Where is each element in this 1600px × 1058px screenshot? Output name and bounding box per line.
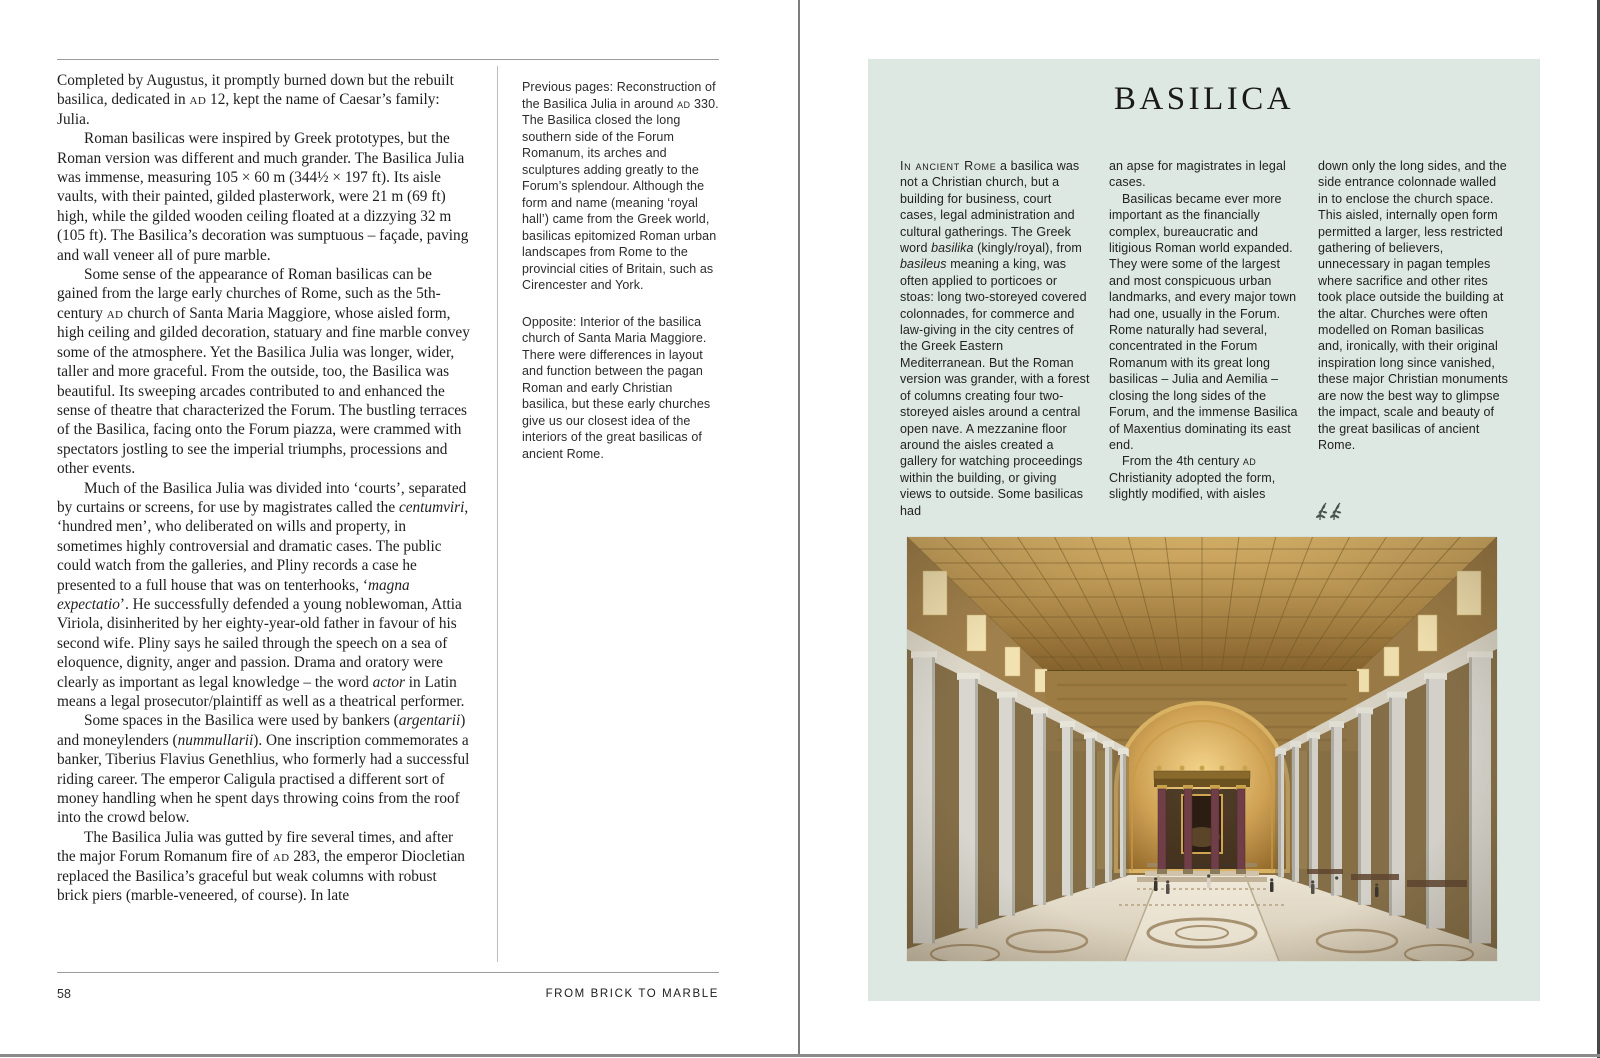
caption-divider-rule [497, 66, 498, 962]
text-column-2 [1109, 158, 1299, 519]
chapter-title: BASILICA [1113, 81, 1295, 117]
basilica-interior-photo [907, 537, 1497, 961]
paragraph: In ancient Rome a basilica was not a Christian church, but a building for business, court cases, legal administration and cultural gatherings. The Greek word basilika (kingly/royal), from basileus meaning a king, was often applied to porticoes or stoas: long two-storeyed covered colonnades, for commerce and law-giving in the city centres of the Greek Eastern Mediterranean. But the Roman version was grander, with a forest of columns creating four two-storeyed aisles around a central open nave. A mezzanine floor around the aisles created a gallery for watching proceedings within the building, or giving views to outside. Some basilicas had [900, 159, 1090, 518]
text-columns [900, 158, 1508, 519]
paragraph: Opposite: Interior of the basilica church of Santa Maria Maggiore. There were differences in layout and function between the pagan Roman and early Christian basilica, but these early churches give us our closest idea of the interiors of the great basilicas of ancient Rome. [522, 314, 711, 461]
paragraph: Much of the Basilica Julia was divided into ‘courts’, separated by curtains or screens, for use by magistrates called the centumviri, ‘hundred men’, who deliberated on wills and property, in sometimes highly controversial and dramatic cases. The public could watch from the galleries, and Pliny records a case he presented to a full house that was on tenterhooks, ‘magna expectatio’. He successfully defended a young noblewoman, Attia Viriola, disinherited by her eighty-year-old father in favour of his second wife. Pliny says he sailed through the speech on a sea of eloquence, dignity, anger and passion. Drama and oratory were clearly as important as legal knowledge – the word actor in Latin means a legal prosecutor/plaintiff as well as a theatrical performer. [57, 479, 469, 710]
paragraph: The Basilica Julia was gutted by fire several times, and after the major Forum Romanum fire of AD 283, the emperor Diocletian replaced the Basilica’s graceful but weak columns with robust brick piers (marble-veneered, of course). In late [57, 828, 465, 905]
footer-rule [57, 972, 719, 973]
paragraph: Roman basilicas were inspired by Greek prototypes, but the Roman version was different and much grander. The Basilica Julia was immense, measuring 105 × 60 m (344½ × 197 ft). Its aisle vaults, with their painted, gilded plasterwork, were 21 m (69 ft) high, while the gilded wooden ceiling floated at a dizzying 32 m (105 ft). The Basilica’s decoration was sumptuous – façade, paving and wall veneer all of pure marble. [57, 130, 469, 264]
body-text-block [57, 71, 471, 905]
caption-column [522, 79, 722, 462]
top-rule [57, 59, 719, 60]
paragraph: Basilicas became ever more important as the financially complex, bureaucratic and litigious Roman world expanded. They were some of the largest and most conspicuous urban landmarks, and every major town had one, usually in the Forum. Rome naturally had several, concentrated in the Forum Romanum with its great long basilicas – Julia and Aemilia – closing the long sides of the Forum, and the immense Basilica of Maxentius dominating its east end. [1109, 191, 1298, 452]
paragraph: an apse for magistrates in legal cases. [1109, 159, 1286, 190]
paragraph: Some spaces in the Basilica were used by bankers (argentarii) and moneylenders (nummullarii). One inscription commemorates a banker, Tiberius Flavius Genethlius, who formerly had a successful riding career. The emperor Caligula practised a different sort of money handling when he spent days throwing coins from the roof into the crowd below. [57, 712, 470, 827]
scan-edge-bottom [0, 1054, 1600, 1057]
paragraph: down only the long sides, and the side entrance colonnade walled in to enclose the church space. This aisled, internally open form permitted a larger, less restricted gathering of believers, unnecessary in pagan temples where sacrifice and other rites took place outside the building at the altar. Churches were often modelled on Roman basilicas and, ironically, with their original inspiration long since vanished, these major Christian monuments are now the best way to glimpse the impact, scale and beauty of the great basilicas of ancient Rome. [1318, 159, 1508, 452]
laurel-sprigs-icon [1314, 501, 1344, 521]
paragraph: Completed by Augustus, it promptly burned down but the rebuilt basilica, dedicated in AD 12, kept the name of Caesar’s family: Julia. [57, 72, 454, 128]
page-number: 58 [57, 987, 71, 1001]
paragraph: Previous pages: Reconstruction of the Basilica Julia in around AD 330. The Basilica closed the long southern side of the Forum Romanum, its arches and sculptures adding greatly to the Forum’s splendour. Although the form and name (meaning ‘royal hall’) came from the Greek world, basilicas epitomized Roman urban landscapes from Rome to the provincial cities of Britain, such as Cirencester and York. [522, 80, 719, 292]
paragraph: Some sense of the appearance of Roman basilicas can be gained from the large early churches of Rome, such as the 5th-century AD church of Santa Maria Maggiore, whose aisled form, high ceiling and gilded decoration, statuary and fine marble convey some of the atmosphere. Yet the Basilica Julia was longer, wider, taller and more graceful. From the outside, too, the Basilica was beautiful. Its sweeping arcades contributed to and enhanced the sense of theatre that characterized the Forum. The bustling terraces of the Basilica, facing onto the Forum piazza, were crammed with spectators jostling to see the imperial triumphs, processions and other events. [57, 266, 470, 478]
text-column-3 [1318, 158, 1508, 519]
running-footer-title: FROM BRICK TO MARBLE [545, 988, 719, 1000]
chapter-panel [868, 59, 1540, 1001]
page-gutter-divider [798, 0, 800, 1054]
paragraph: From the 4th century AD Christianity adopted the form, slightly modified, with aisles [1109, 454, 1276, 502]
text-column-1 [900, 158, 1090, 519]
